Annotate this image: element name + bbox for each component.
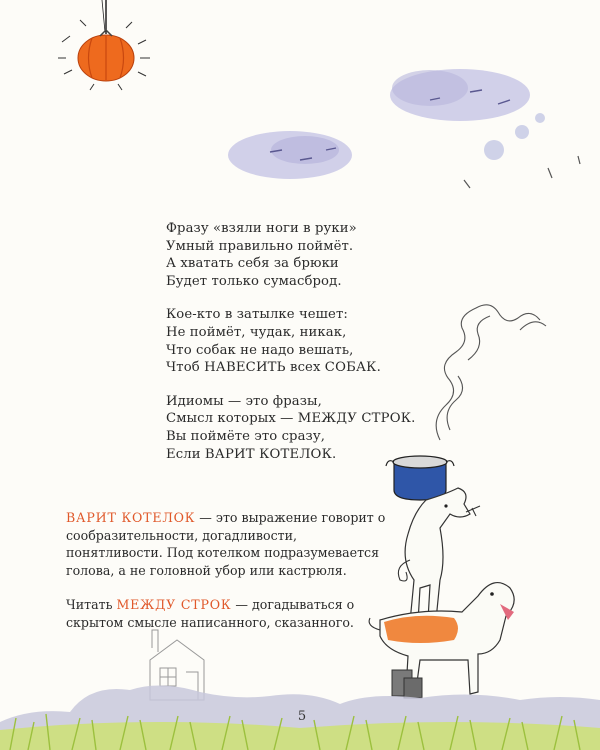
poem-idiom: СОБАК.	[324, 360, 381, 376]
poem-text: Чтоб	[166, 360, 205, 376]
poem-stanza	[166, 393, 426, 463]
explanation-paragraph	[66, 596, 388, 631]
poem-text: Если	[166, 446, 205, 462]
explanation-paragraph	[66, 509, 388, 579]
poem-stanza	[166, 220, 426, 290]
poem-line: Идиомы — это фразы,	[166, 393, 322, 409]
idiom-term: ВАРИТ КОТЕЛОК	[66, 510, 196, 525]
poem-idiom: МЕЖДУ СТРОК.	[297, 411, 416, 427]
explanation-text: Читать	[66, 597, 117, 613]
poem-line: Будет только сумасброд.	[166, 273, 342, 289]
pumpkin-illustration	[58, 0, 150, 90]
poem	[166, 220, 426, 479]
poem-idiom: ВАРИТ КОТЕЛОК.	[204, 446, 337, 462]
poem-line: Что собак не надо вешать,	[166, 342, 354, 358]
page-number: 5	[297, 709, 307, 724]
cloud-illustration	[228, 69, 580, 188]
poem-text: всех	[285, 360, 325, 376]
poem-stanza	[166, 306, 426, 376]
poem-line	[166, 446, 426, 464]
poem-line	[166, 410, 426, 428]
explanation-text: — это выражение говорит о сообразительности, догадливости, понятливости. Под котелком подразумевается голова, а не головной убор или кастрюля.	[66, 510, 386, 578]
poem-line: А хватать себя за брюки	[166, 256, 339, 272]
poem-line: Вы поймёте это сразу,	[166, 428, 325, 444]
dogs-illustration	[369, 456, 514, 698]
idiom-explanations	[66, 509, 388, 649]
poem-line	[166, 359, 426, 377]
explanation-text: — догадываться о скрытом смысле написанного, сказанного.	[66, 597, 355, 630]
poem-line: Не поймёт, чудак, никак,	[166, 324, 347, 340]
poem-line: Кое-кто в затылке чешет:	[166, 307, 348, 323]
poem-idiom: НАВЕСИТЬ	[204, 360, 286, 376]
poem-text: Смысл которых —	[166, 411, 298, 427]
poem-line: Умный правильно поймёт.	[166, 238, 354, 254]
steam-illustration	[436, 305, 546, 440]
poem-line: Фразу «взяли ноги в руки»	[166, 221, 357, 236]
idiom-term: МЕЖДУ СТРОК	[116, 597, 232, 613]
